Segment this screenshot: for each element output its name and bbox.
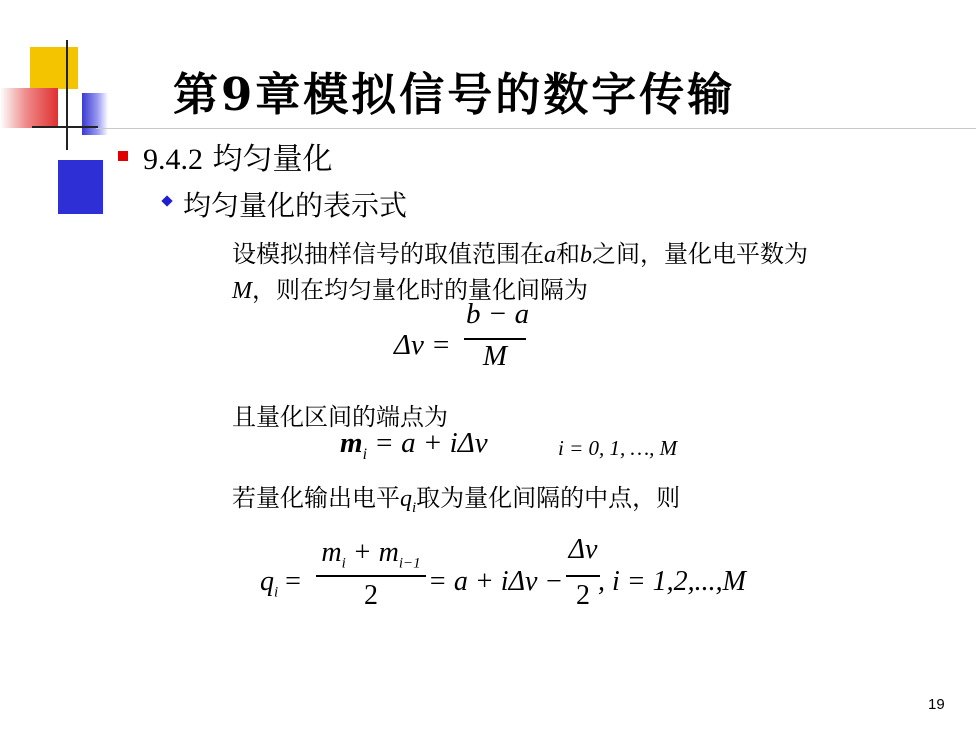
formula3-fraction-bar2: [566, 575, 600, 577]
formula2-rhs: = a + iΔv: [374, 427, 488, 459]
formula3-denominator2: 2: [576, 580, 590, 611]
decor-horizontal-line: [32, 126, 98, 128]
formula3-tail: , i = 1,2,...,M: [598, 566, 746, 597]
formula2-sub: i: [362, 445, 368, 463]
var-b: b: [580, 242, 592, 268]
var-q: q: [400, 486, 412, 512]
paragraph-endpoints: 且量化区间的端点为: [232, 403, 448, 431]
formula3-fraction-bar1: [316, 575, 426, 577]
formula3-num-plus: + m: [345, 537, 399, 568]
formula2-condition: i = 0, 1, …, M: [558, 436, 678, 460]
paragraph-range-line1: [232, 234, 808, 269]
section-number: 9.4.2: [143, 143, 203, 176]
paragraph-midpoint: [232, 478, 680, 517]
formula3-num-sub2: i−1: [398, 555, 421, 572]
formula3-eq: =: [285, 566, 301, 597]
formula3-numerator2: Δv: [568, 534, 598, 565]
section-label: 均匀量化: [212, 142, 333, 177]
slide-title: 第9章模拟信号的数字传输: [173, 68, 736, 121]
decor-blue-square: [58, 160, 103, 214]
para1-line2-text: ，则在均匀量化时的量化间隔为: [252, 276, 588, 304]
page-number: 19: [928, 696, 945, 713]
para3-text-b: 取为量化间隔的中点，则: [416, 484, 681, 512]
formula3-num-m1: m: [321, 537, 342, 568]
para1-and: 和: [556, 240, 580, 268]
para1-text-b: 之间，量化电平数为: [592, 240, 808, 268]
formula3-q-sub: i: [274, 584, 279, 601]
var-M: M: [232, 278, 252, 304]
formula3-numerator1: [316, 537, 426, 573]
paragraph-range-line2: [232, 270, 588, 305]
var-a: a: [544, 242, 556, 268]
formula3-num-sub1: i: [341, 555, 346, 572]
formula1-numerator: b − a: [466, 298, 530, 330]
title-divider: [96, 128, 976, 129]
formula3-q: q: [260, 566, 274, 597]
decor-red-bar: [0, 88, 58, 128]
decor-yellow-square: [30, 47, 78, 89]
var-q-sub: i: [412, 499, 417, 516]
subsection-heading: 均匀量化的表示式: [183, 189, 408, 222]
formula3-middle: = a + iΔv −: [428, 566, 564, 597]
formula1-denominator: M: [482, 340, 508, 372]
formula1-lhs: Δv =: [394, 329, 451, 361]
decor-vertical-line: [66, 40, 68, 150]
formula3-denominator1: 2: [364, 580, 378, 611]
formula2-m: m: [340, 427, 363, 459]
section-heading: [143, 134, 333, 178]
para3-text-a: 若量化输出电平: [232, 484, 400, 512]
para1-text-a: 设模拟抽样信号的取值范围在: [232, 240, 544, 268]
bullet-diamond-icon: [161, 195, 172, 206]
formula-endpoints: [340, 427, 488, 464]
bullet-square-icon: [118, 151, 128, 161]
formula3-lhs: [260, 566, 301, 602]
